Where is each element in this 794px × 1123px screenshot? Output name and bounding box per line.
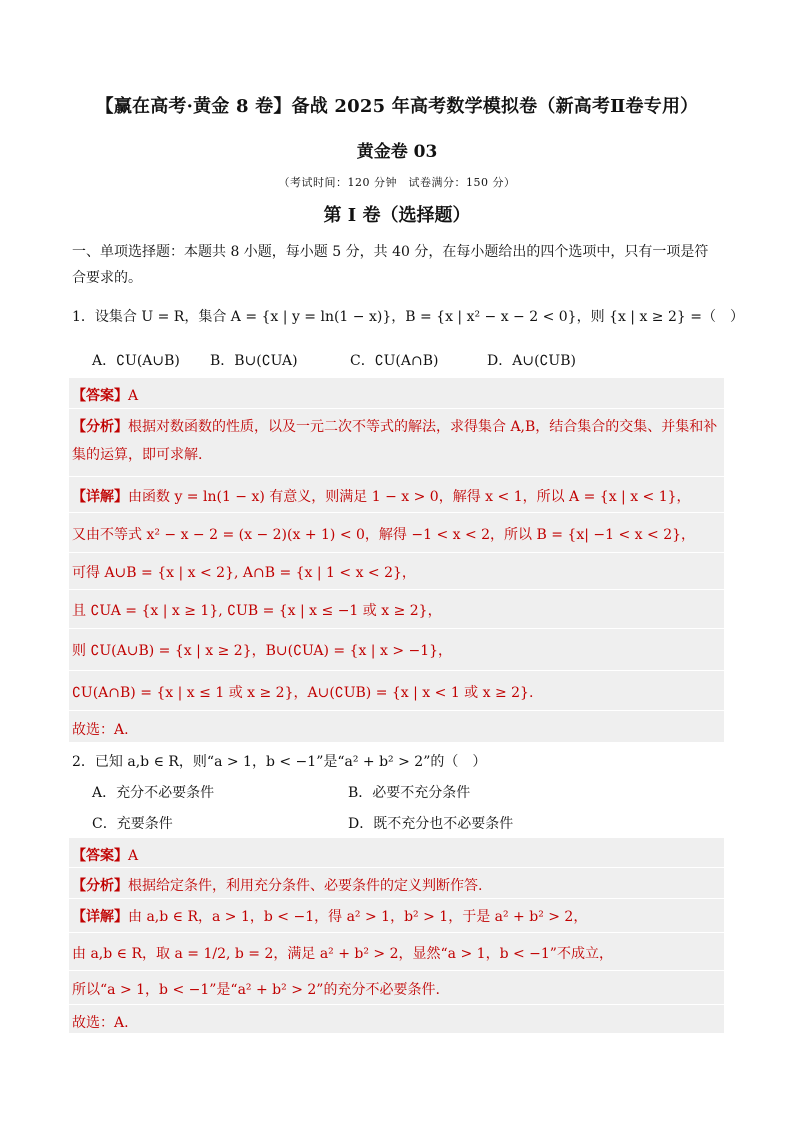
exam-info: （考试时间：120 分钟 试卷满分：150 分） (278, 176, 516, 189)
analysis-label: 【分析】 (72, 878, 128, 894)
paper-title: 【赢在高考·黄金 8 卷】备战 2025 年高考数学模拟卷（新高考Ⅱ卷专用） (95, 96, 699, 117)
question-2-detail-line-3: 所以“a > 1，b < −1”是“a² + b² > 2”的充分不必要条件. (72, 982, 440, 998)
question-2-answer (72, 845, 138, 865)
question-1-detail-line-3: 可得 A∪B = {x | x < 2}, A∩B = {x | 1 < x < 2}， (72, 565, 416, 581)
section-title: 第 I 卷（选择题） (323, 205, 471, 226)
analysis-label: 【分析】 (72, 419, 128, 435)
detail-label: 【详解】 (72, 489, 128, 505)
question-1-option-b: B．B∪(∁UA) (210, 353, 298, 369)
question-2-analysis (72, 875, 482, 895)
analysis-text: 根据对数函数的性质，以及一元二次不等式的解法，求得集合 A,B，结合集合的交集、并集和补集的运算，即可求解. (72, 419, 718, 463)
question-1-conclusion: 故选：A. (72, 722, 129, 738)
detail-text: 由函数 y = ln(1 − x) 有意义，则满足 1 − x > 0，解得 x < 1，所以 A = {x | x < 1}， (128, 489, 691, 505)
question-1-detail-line-4: 且 ∁UA = {x | x ≥ 1}, ∁UB = {x | x ≤ −1 或 x ≥ 2}， (72, 603, 442, 619)
paper-subtitle: 黄金卷 03 (356, 142, 438, 162)
question-1-option-d: D．A∪(∁UB) (487, 353, 576, 369)
answer-value: A (128, 388, 139, 404)
question-1-answer (72, 385, 138, 405)
answer-label: 【答案】 (72, 388, 128, 404)
detail-label: 【详解】 (72, 909, 128, 925)
answer-value: A (128, 848, 139, 864)
question-1-stem: 1．设集合 U = R，集合 A = {x | y = ln(1 − x)}，B = {x | x² − x − 2 < 0}，则 {x | x ≥ 2} =（ ） (72, 309, 744, 325)
question-1-analysis (72, 413, 718, 469)
question-2-conclusion: 故选：A. (72, 1015, 129, 1031)
question-2-option-a: A．充分不必要条件 (92, 785, 215, 801)
question-2-stem: 2．已知 a,b ∈ R，则“a > 1，b < −1”是“a² + b² > 2”的（ ） (72, 754, 487, 770)
section-instructions: 一、单项选择题：本题共 8 小题，每小题 5 分，共 40 分，在每小题给出的四个选项中，只有一项是符合要求的。 (72, 244, 709, 286)
question-1-option-a: A．∁U(A∪B) (92, 353, 180, 369)
question-1-detail-line-2: 又由不等式 x² − x − 2 = (x − 2)(x + 1) < 0，解得 −1 < x < 2，所以 B = {x| −1 < x < 2}， (72, 527, 696, 543)
question-1-detail-line-1 (72, 486, 691, 506)
question-2-detail-line-2: 由 a,b ∈ R，取 a = 1/2, b = 2，满足 a² + b² > 2，显然“a > 1，b < −1”不成立， (72, 946, 613, 962)
question-2-option-d: D．既不充分也不必要条件 (348, 816, 514, 832)
analysis-text: 根据给定条件，利用充分条件、必要条件的定义判断作答. (128, 878, 483, 894)
question-2-detail-line-1 (72, 906, 587, 926)
question-1-option-c: C．∁U(A∩B) (350, 353, 439, 369)
detail-text: 由 a,b ∈ R，a > 1，b < −1，得 a² > 1，b² > 1，于是 a² + b² > 2， (128, 909, 588, 925)
question-2-option-c: C．充要条件 (92, 816, 173, 832)
question-1-detail-line-6: ∁U(A∩B) = {x | x ≤ 1 或 x ≥ 2}，A∪(∁UB) = {x | x < 1 或 x ≥ 2}. (72, 685, 534, 701)
question-1-detail-line-5: 则 ∁U(A∪B) = {x | x ≥ 2}，B∪(∁UA) = {x | x > −1}， (72, 643, 453, 659)
answer-label: 【答案】 (72, 848, 128, 864)
question-2-option-b: B．必要不充分条件 (348, 785, 471, 801)
